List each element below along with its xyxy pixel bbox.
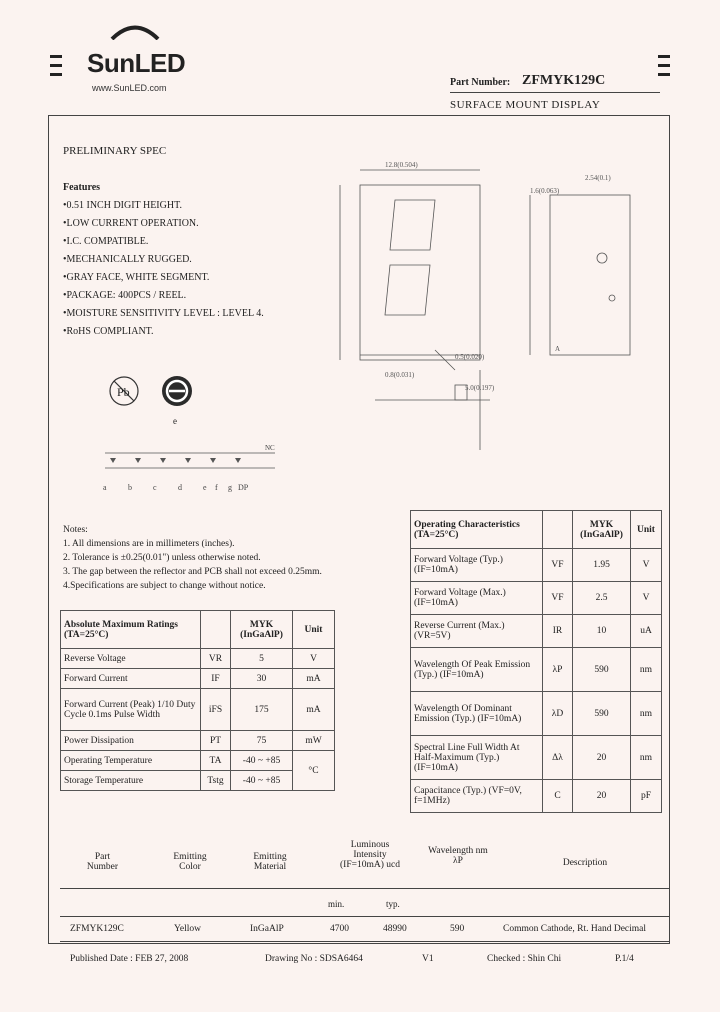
operating-characteristics-table bbox=[410, 510, 662, 813]
selection-header-cell: Emitting Color bbox=[173, 852, 207, 872]
selection-sub-typ: typ. bbox=[386, 899, 400, 909]
table-cell: Operating Temperature bbox=[61, 751, 201, 771]
table-cell: TA bbox=[201, 751, 231, 771]
dimension-label: 0.8(0.031) bbox=[385, 371, 415, 379]
note-item: 2. Tolerance is ±0.25(0.01") unless otherwise noted. bbox=[63, 553, 261, 563]
table-cell: Forward Current (Peak) 1/10 Duty Cycle 0.1ms Pulse Width bbox=[61, 689, 201, 731]
table-cell: Reverse Current (Max.) (VR=5V) bbox=[411, 615, 543, 648]
selection-header-cell: Description bbox=[562, 858, 608, 868]
table-cell: PT bbox=[201, 731, 231, 751]
table-cell: 1.95 bbox=[573, 549, 631, 582]
feature-item: •GRAY FACE, WHITE SEGMENT. bbox=[63, 272, 210, 283]
table-row bbox=[61, 689, 335, 731]
logo-sun-arc-icon bbox=[110, 22, 160, 40]
table-cell: λD bbox=[543, 692, 573, 736]
features-title: Features bbox=[63, 182, 101, 193]
note-item: 1. All dimensions are in millimeters (inches). bbox=[63, 539, 235, 549]
table-cell: Wavelength Of Peak Emission (Typ.) (IF=10mA) bbox=[411, 648, 543, 692]
company-logo: SunLED bbox=[87, 48, 186, 78]
part-number: ZFMYK129C bbox=[522, 73, 606, 88]
table-header-cell: Unit bbox=[631, 511, 662, 549]
selection-cell: 4700 bbox=[330, 924, 349, 934]
table-cell: Spectral Line Full Width At Half-Maximum (Typ.) (IF=10mA) bbox=[411, 736, 543, 780]
drawing-number: Drawing No : SDSA6464 bbox=[265, 954, 363, 964]
table-cell: mA bbox=[293, 669, 335, 689]
table-cell: λP bbox=[543, 648, 573, 692]
feature-item: •MOISTURE SENSITIVITY LEVEL : LEVEL 4. bbox=[63, 308, 264, 319]
pb-label: Pb bbox=[117, 385, 130, 399]
table-cell: nm bbox=[631, 736, 662, 780]
table-cell: pF bbox=[631, 780, 662, 813]
table-cell: 75 bbox=[231, 731, 293, 751]
part-number-label: Part Number: bbox=[450, 77, 511, 88]
dimension-label: 2.54(0.1) bbox=[585, 174, 611, 182]
table-cell: Forward Voltage (Max.) (IF=10mA) bbox=[411, 582, 543, 615]
table-cell: V bbox=[631, 549, 662, 582]
table-cell: C bbox=[543, 780, 573, 813]
table-header-cell: MYK (InGaAlP) bbox=[573, 511, 631, 549]
selection-cell: Yellow bbox=[174, 924, 202, 934]
table-cell: iFS bbox=[201, 689, 231, 731]
rohs-e-badge-icon bbox=[160, 374, 194, 408]
logo-bars-right bbox=[658, 55, 670, 77]
table-cell: 20 bbox=[573, 736, 631, 780]
table-cell: IR bbox=[543, 615, 573, 648]
product-subtitle: SURFACE MOUNT DISPLAY bbox=[450, 99, 601, 111]
page-number: P.1/4 bbox=[615, 954, 634, 964]
table-row bbox=[61, 669, 335, 689]
table-cell: mA bbox=[293, 689, 335, 731]
selection-header-cell: Luminous Intensity (IF=10mA) ucd bbox=[340, 840, 400, 870]
table-cell: VF bbox=[543, 549, 573, 582]
circuit-pin-label: e bbox=[203, 483, 207, 492]
part-number-underline bbox=[450, 92, 660, 93]
selection-header-cell: Emitting Material bbox=[253, 852, 287, 872]
version: V1 bbox=[422, 954, 434, 964]
selection-cell: 48990 bbox=[383, 924, 407, 934]
dimension-label: 5.0(0.197) bbox=[465, 384, 495, 392]
table-cell: 30 bbox=[231, 669, 293, 689]
pb-free-badge-icon bbox=[108, 375, 140, 407]
notes-title: Notes: bbox=[63, 525, 88, 535]
logo-bars-left bbox=[50, 55, 62, 77]
selection-header-cell: Part Number bbox=[86, 852, 119, 872]
dimension-label: 12.8(0.504) bbox=[385, 161, 418, 169]
table-cell: Forward Current bbox=[61, 669, 201, 689]
rohs-e-label: e bbox=[173, 416, 177, 426]
table-header-cell: Absolute Maximum Ratings (TA=25°C) bbox=[61, 611, 201, 649]
table-header-cell: Unit bbox=[293, 611, 335, 649]
internal-circuit-diagram bbox=[95, 440, 285, 500]
package-dimension-drawing bbox=[315, 155, 660, 455]
selection-divider bbox=[60, 916, 670, 917]
circuit-diode-icons bbox=[110, 458, 241, 463]
circuit-pin-label: DP bbox=[238, 483, 249, 492]
table-cell: VF bbox=[543, 582, 573, 615]
table-row bbox=[411, 615, 662, 648]
published-date: Published Date : FEB 27, 2008 bbox=[70, 954, 189, 964]
feature-item: •RoHS COMPLIANT. bbox=[63, 326, 154, 337]
notes-block bbox=[63, 525, 322, 595]
table-cell: 590 bbox=[573, 648, 631, 692]
selection-sub-min: min. bbox=[328, 899, 345, 909]
table-header-cell: Operating Characteristics (TA=25°C) bbox=[411, 511, 543, 549]
circuit-pin-label: a bbox=[103, 483, 107, 492]
table-header-cell: MYK (InGaAlP) bbox=[231, 611, 293, 649]
footer bbox=[70, 954, 670, 968]
circuit-pin-label: g bbox=[228, 483, 232, 492]
table-cell: V bbox=[293, 649, 335, 669]
table-cell: IF bbox=[201, 669, 231, 689]
feature-item: •LOW CURRENT OPERATION. bbox=[63, 218, 199, 229]
table-header-row bbox=[61, 611, 335, 649]
note-item: 4.Specifications are subject to change without notice. bbox=[63, 581, 266, 591]
table-cell: 175 bbox=[231, 689, 293, 731]
table-row bbox=[411, 692, 662, 736]
checked-by: Checked : Shin Chi bbox=[487, 954, 562, 964]
table-cell: V bbox=[631, 582, 662, 615]
table-row bbox=[61, 731, 335, 751]
circuit-pin-label: c bbox=[153, 483, 157, 492]
table-header-cell bbox=[201, 611, 231, 649]
table-header-cell bbox=[543, 511, 573, 549]
table-cell: 10 bbox=[573, 615, 631, 648]
table-row bbox=[61, 649, 335, 669]
table-cell: -40 ~ +85 bbox=[231, 771, 293, 791]
table-cell: Reverse Voltage bbox=[61, 649, 201, 669]
table-cell: Δλ bbox=[543, 736, 573, 780]
table-cell: nm bbox=[631, 648, 662, 692]
table-cell: Storage Temperature bbox=[61, 771, 201, 791]
table-cell: Forward Voltage (Typ.) (IF=10mA) bbox=[411, 549, 543, 582]
table-row bbox=[411, 549, 662, 582]
table-cell: 5 bbox=[231, 649, 293, 669]
circuit-nc-label: NC bbox=[265, 444, 275, 452]
feature-item: •0.51 INCH DIGIT HEIGHT. bbox=[63, 200, 182, 211]
feature-item: •MECHANICALLY RUGGED. bbox=[63, 254, 192, 265]
table-cell: 590 bbox=[573, 692, 631, 736]
dimension-label: 0.5(0.020) bbox=[455, 353, 485, 361]
table-row bbox=[411, 582, 662, 615]
selection-cell: InGaAlP bbox=[250, 924, 284, 934]
website-link[interactable]: www.SunLED.com bbox=[92, 83, 167, 93]
circuit-pin-label: f bbox=[215, 483, 218, 492]
selection-header-cell: Wavelength nm λP bbox=[428, 846, 488, 866]
absolute-max-ratings-table bbox=[60, 610, 335, 791]
table-cell: Power Dissipation bbox=[61, 731, 201, 751]
table-cell: nm bbox=[631, 692, 662, 736]
table-row bbox=[411, 736, 662, 780]
table-row bbox=[411, 780, 662, 813]
table-row bbox=[411, 648, 662, 692]
table-header-row bbox=[411, 511, 662, 549]
spec-status: PRELIMINARY SPEC bbox=[63, 145, 167, 157]
table-cell: uA bbox=[631, 615, 662, 648]
table-cell: Wavelength Of Dominant Emission (Typ.) (IF=10mA) bbox=[411, 692, 543, 736]
selection-cell: 590 bbox=[450, 924, 465, 934]
selection-divider bbox=[60, 888, 670, 889]
table-cell: mW bbox=[293, 731, 335, 751]
dimension-label: 1.6(0.063) bbox=[530, 187, 560, 195]
selection-cell: Common Cathode, Rt. Hand Decimal bbox=[503, 924, 647, 934]
table-cell: Tstg bbox=[201, 771, 231, 791]
circuit-pin-label: d bbox=[178, 483, 182, 492]
feature-item: •PACKAGE: 400PCS / REEL. bbox=[63, 290, 187, 301]
table-cell: Capacitance (Typ.) (VF=0V, f=1MHz) bbox=[411, 780, 543, 813]
note-item: 3. The gap between the reflector and PCB shall not exceed 0.25mm. bbox=[63, 567, 322, 577]
table-cell: VR bbox=[201, 649, 231, 669]
table-cell: 20 bbox=[573, 780, 631, 813]
pin-one-label: A bbox=[555, 345, 561, 353]
feature-item: •I.C. COMPATIBLE. bbox=[63, 236, 149, 247]
selection-divider bbox=[60, 941, 670, 942]
table-row bbox=[61, 751, 335, 771]
features-list bbox=[63, 182, 264, 344]
circuit-pin-label: b bbox=[128, 483, 132, 492]
selection-cell: ZFMYK129C bbox=[70, 924, 124, 934]
table-cell: °C bbox=[293, 751, 335, 791]
table-cell: -40 ~ +85 bbox=[231, 751, 293, 771]
table-cell: 2.5 bbox=[573, 582, 631, 615]
